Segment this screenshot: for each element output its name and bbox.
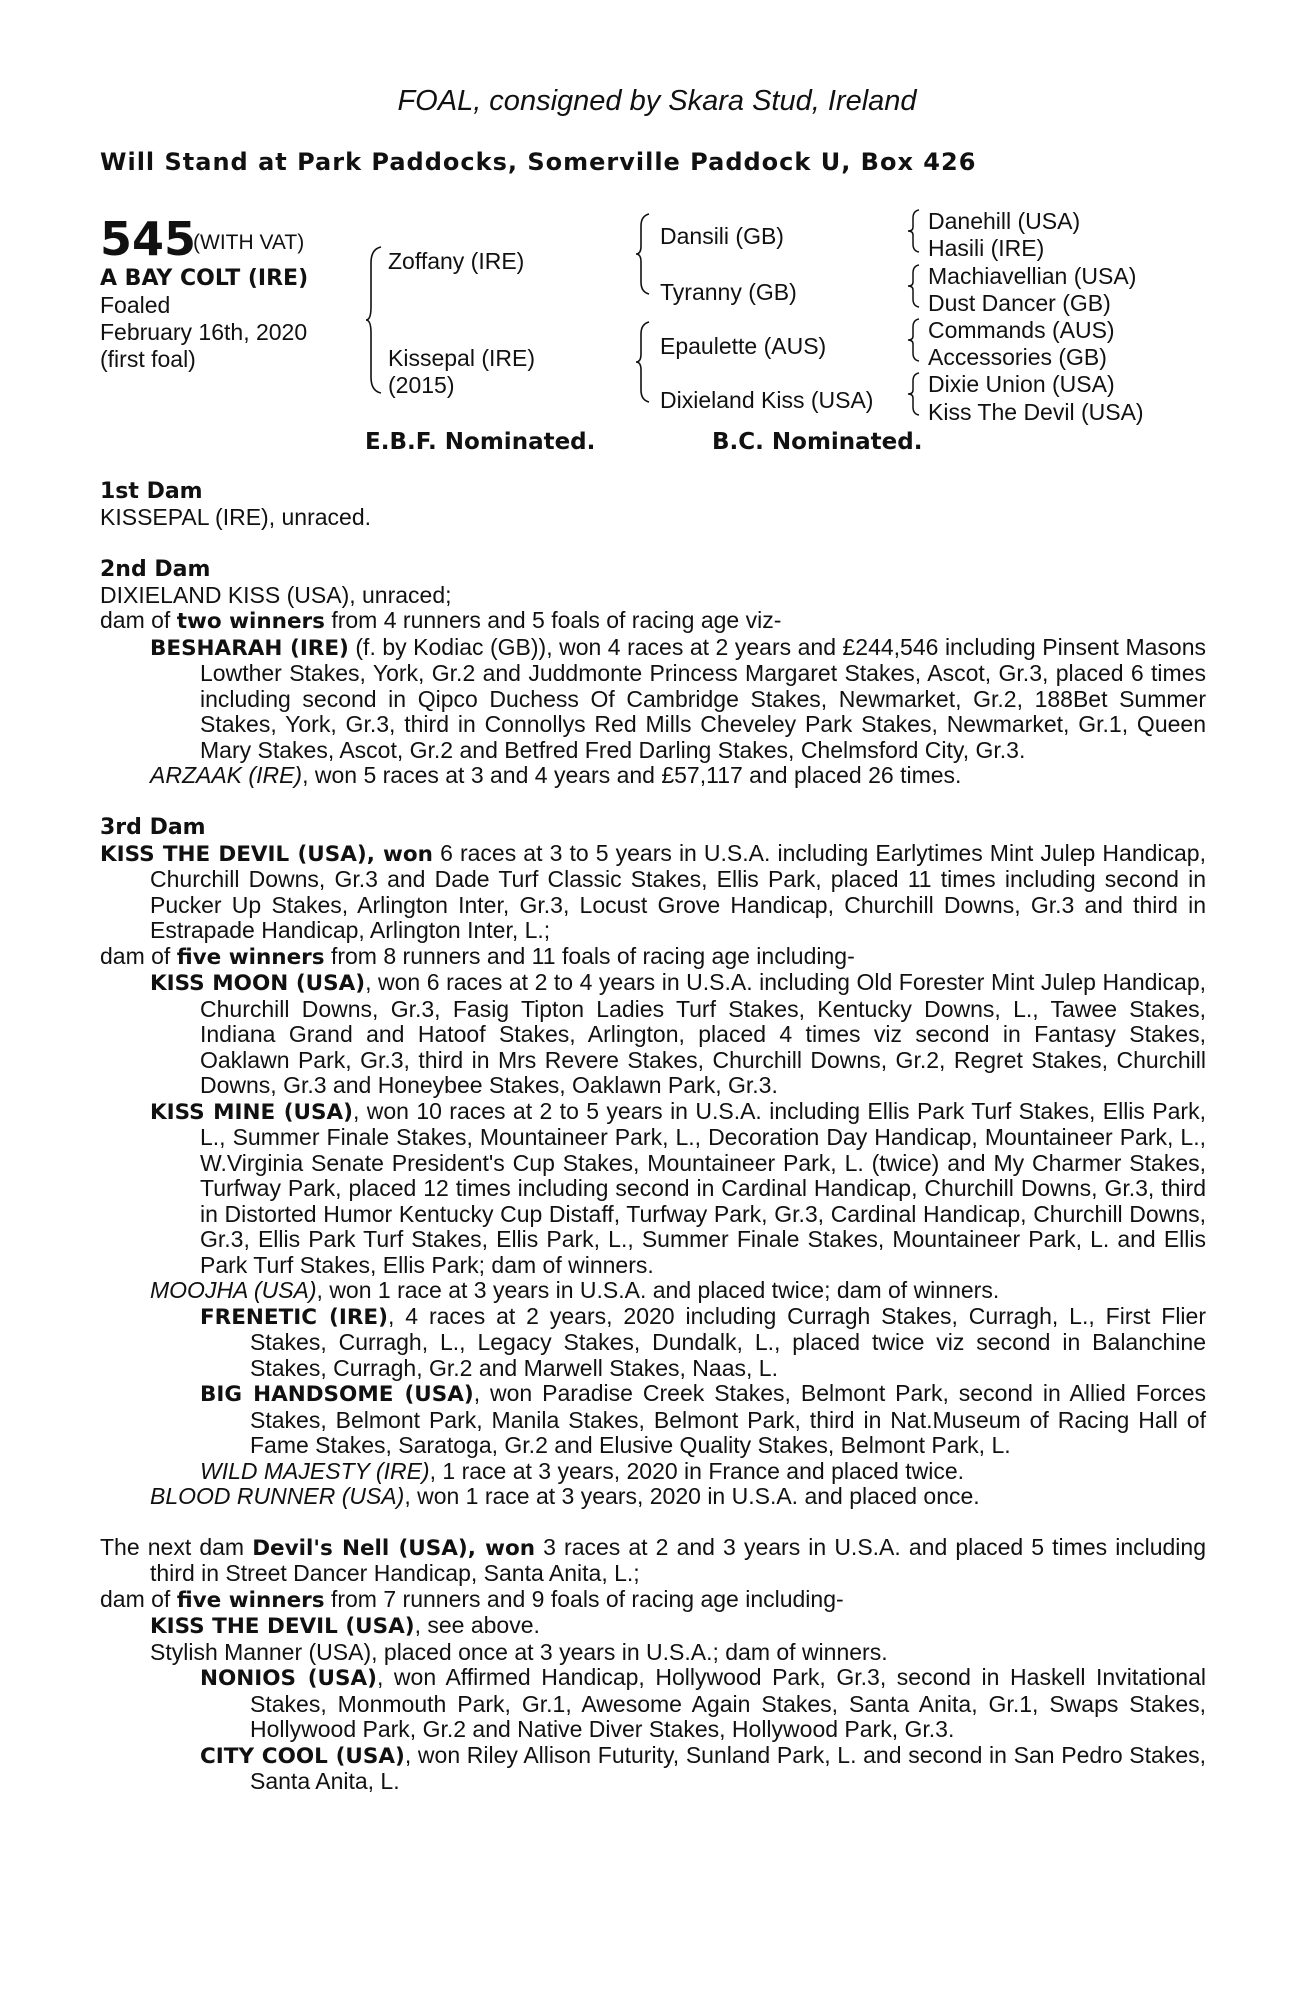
next-dam-produce-summary: dam of five winners from 7 runners and 9 foals of racing age including- (100, 1585, 844, 1613)
second-dam-produce-summary: dam of two winners from 4 runners and 5 foals of racing age viz- (100, 607, 782, 634)
progeny-kiss-the-devil: KISS THE DEVIL (USA), see above. (150, 1612, 540, 1639)
dam-sire-name: Epaulette (AUS) (660, 333, 827, 359)
dam-name: Kissepal (IRE) (388, 345, 535, 371)
foaled-label: Foaled (100, 292, 171, 318)
progeny-frenetic: FRENETIC (IRE), 4 races at 2 years, 2020 including Curragh Stakes, Curragh, L., First Flier Stakes, Curragh, L., Legacy Stakes, Dundalk, L., placed twice viz second in Balanchine Stakes, Curragh, Gr.2 and Marwell Stakes, Naas, L. (200, 1302, 1206, 1381)
vat-note: (WITH VAT) (193, 231, 305, 254)
foal-note: (first foal) (100, 346, 196, 372)
pedigree-brace-sire (635, 212, 653, 296)
progeny-blood-runner: BLOOD RUNNER (USA), won 1 race at 3 years, 2020 in U.S.A. and placed once. (150, 1483, 980, 1509)
progeny-city-cool: CITY COOL (USA), won Riley Allison Futurity, Sunland Park, L. and second in San Pedro Stakes, Santa Anita, L. (200, 1741, 1207, 1794)
pedigree-brace-dam (635, 320, 653, 404)
progeny-arzaak: ARZAAK (IRE), won 5 races at 3 and 4 years and £57,117 and placed 26 times. (150, 762, 962, 788)
gen3-name: Danehill (USA) (928, 208, 1081, 234)
progeny-moojha: MOOJHA (USA), won 1 race at 3 years in U.S.A. and placed twice; dam of winners. (150, 1277, 1000, 1303)
dam-year: (2015) (388, 372, 455, 398)
progeny-kiss-moon: KISS MOON (USA), won 6 races at 2 to 4 years in U.S.A. including Old Forester Mint Julep Handicap, Churchill Downs, Gr.3, Fasig Tipton Ladies Turf Stakes, Kentucky Downs, L., Tawee Stakes, Indiana Grand and Hatoof Stakes, Arlington, placed 4 times viz second in Fantasy Stakes, Oaklawn Park, Gr.3, third in Mrs Revere Stakes, Churchill Downs, Gr.2, Regret Stakes, Churchill Downs, Gr.3 and Honeybee Stakes, Oaklawn Park, Gr.3. (150, 969, 1207, 1098)
gen3-name: Kiss The Devil (USA) (928, 399, 1144, 425)
gen3-name: Dixie Union (USA) (928, 371, 1115, 397)
gen3-name: Hasili (IRE) (928, 235, 1045, 261)
sire-name: Zoffany (IRE) (388, 248, 525, 274)
progeny-nonios: NONIOS (USA), won Affirmed Handicap, Hollywood Park, Gr.3, second in Haskell Invitational Stakes, Monmouth Park, Gr.1, Awesome Again Stakes, Santa Anita, Gr.1, Swaps Stakes, Hollywood Park, Gr.2 and Native Diver Stakes, Hollywood Park, Gr.3. (200, 1664, 1207, 1742)
pedigree-brace-g1 (907, 208, 921, 254)
third-dam-produce-summary: dam of five winners from 8 runners and 11 foals of racing age including- (100, 942, 855, 970)
progeny-kiss-mine: KISS MINE (USA), won 10 races at 2 to 5 years in U.S.A. including Ellis Park Turf Stakes, Ellis Park, L., Summer Finale Stakes, Mountaineer Park, L., Decoration Day Handicap, Mountaineer Park, L., W.Virginia Senate President's Cup Stakes, Mountaineer Park, L. (twice) and My Charmer Stakes, Turfway Park, placed 12 times including second in Cardinal Handicap, Churchill Downs, Gr.3, third in Distorted Humor Kentucky Cup Distaff, Turfway Park, Gr.3, Cardinal Handicap, Churchill Downs, Gr.3, Ellis Park Turf Stakes, Ellis Park, L., Summer Finale Stakes, Mountaineer Park, L. and Ellis Park Turf Stakes, Ellis Park; dam of winners. (150, 1097, 1206, 1278)
next-dam-record: The next dam Devil's Nell (USA), won 3 races at 2 and 3 years in U.S.A. and placed 5 times including third in Street Dancer Handicap, Santa Anita, L.; (100, 1533, 1207, 1586)
pedigree-brace-main (365, 245, 385, 395)
produce-record (100, 478, 1206, 1795)
dam-dam-name: Dixieland Kiss (USA) (660, 387, 874, 413)
first-dam-text: KISSEPAL (IRE), unraced. (100, 504, 372, 530)
sire-sire-name: Dansili (GB) (660, 223, 784, 249)
progeny-stylish-manner: Stylish Manner (USA), placed once at 3 years in U.S.A.; dam of winners. (150, 1638, 888, 1665)
gen3-name: Dust Dancer (GB) (928, 290, 1111, 316)
ebf-nomination: E.B.F. Nominated. (365, 429, 596, 455)
progeny-besharah: BESHARAH (IRE) (f. by Kodiac (GB)), won 4 races at 2 years and £244,546 including Pinsent Masons Lowther Stakes, York, Gr.2 and Juddmonte Princess Margaret Stakes, Ascot, Gr.3, placed 6 times including second in Qipco Duchess Of Cambridge Stakes, Newmarket, Gr.2, 188Bet Summer Stakes, York, Gr.3, third in Connollys Red Mills Cheveley Park Stakes, Newmarket, Gr.1, Queen Mary Stakes, Ascot, Gr.2 and Betfred Fred Darling Stakes, Chelmsford City, Gr.3. (150, 633, 1206, 763)
lot-heading: FOAL, consigned by Skara Stud, Ireland (397, 85, 917, 117)
third-dam-record: KISS THE DEVIL (USA), won 6 races at 3 to 5 years in U.S.A. including Earlytimes Mint Julep Handicap, Churchill Downs, Gr.3 and Dade Turf Classic Stakes, Ellis Park, placed 11 times including second in Pucker Up Stakes, Arlington Inter, Gr.3, Locust Grove Handicap, Churchill Downs, Gr.3 and third in Estrapade Handicap, Arlington Inter, L.; (100, 839, 1206, 943)
horse-name: A BAY COLT (IRE) (100, 266, 309, 291)
bc-nomination: B.C. Nominated. (712, 429, 923, 455)
second-dam-line: DIXIELAND KISS (USA), unraced; (100, 581, 452, 608)
pedigree-brace-g3 (907, 317, 921, 363)
second-dam-heading: 2nd Dam (100, 556, 211, 582)
pedigree-brace-g4 (907, 371, 921, 417)
progeny-big-handsome: BIG HANDSOME (USA), won Paradise Creek Stakes, Belmont Park, second in Allied Forces Stakes, Belmont Park, Manila Stakes, Belmont Park, third in Nat.Museum of Racing Hall of Fame Stakes, Saratoga, Gr.2 and Elusive Quality Stakes, Belmont Park, L. (200, 1380, 1207, 1458)
third-dam-heading: 3rd Dam (100, 814, 206, 840)
lot-number: 545 (100, 212, 197, 266)
gen3-name: Commands (AUS) (928, 317, 1115, 343)
gen3-name: Machiavellian (USA) (928, 263, 1137, 289)
pedigree-brace-g2 (907, 263, 921, 309)
gen3-name: Accessories (GB) (928, 344, 1107, 370)
foaled-date: February 16th, 2020 (100, 319, 308, 345)
stand-location: Will Stand at Park Paddocks, Somerville Paddock U, Box 426 (100, 148, 977, 176)
first-dam-heading: 1st Dam (100, 479, 203, 504)
progeny-wild-majesty: WILD MAJESTY (IRE), 1 race at 3 years, 2020 in France and placed twice. (200, 1457, 965, 1484)
sire-dam-name: Tyranny (GB) (660, 279, 797, 305)
